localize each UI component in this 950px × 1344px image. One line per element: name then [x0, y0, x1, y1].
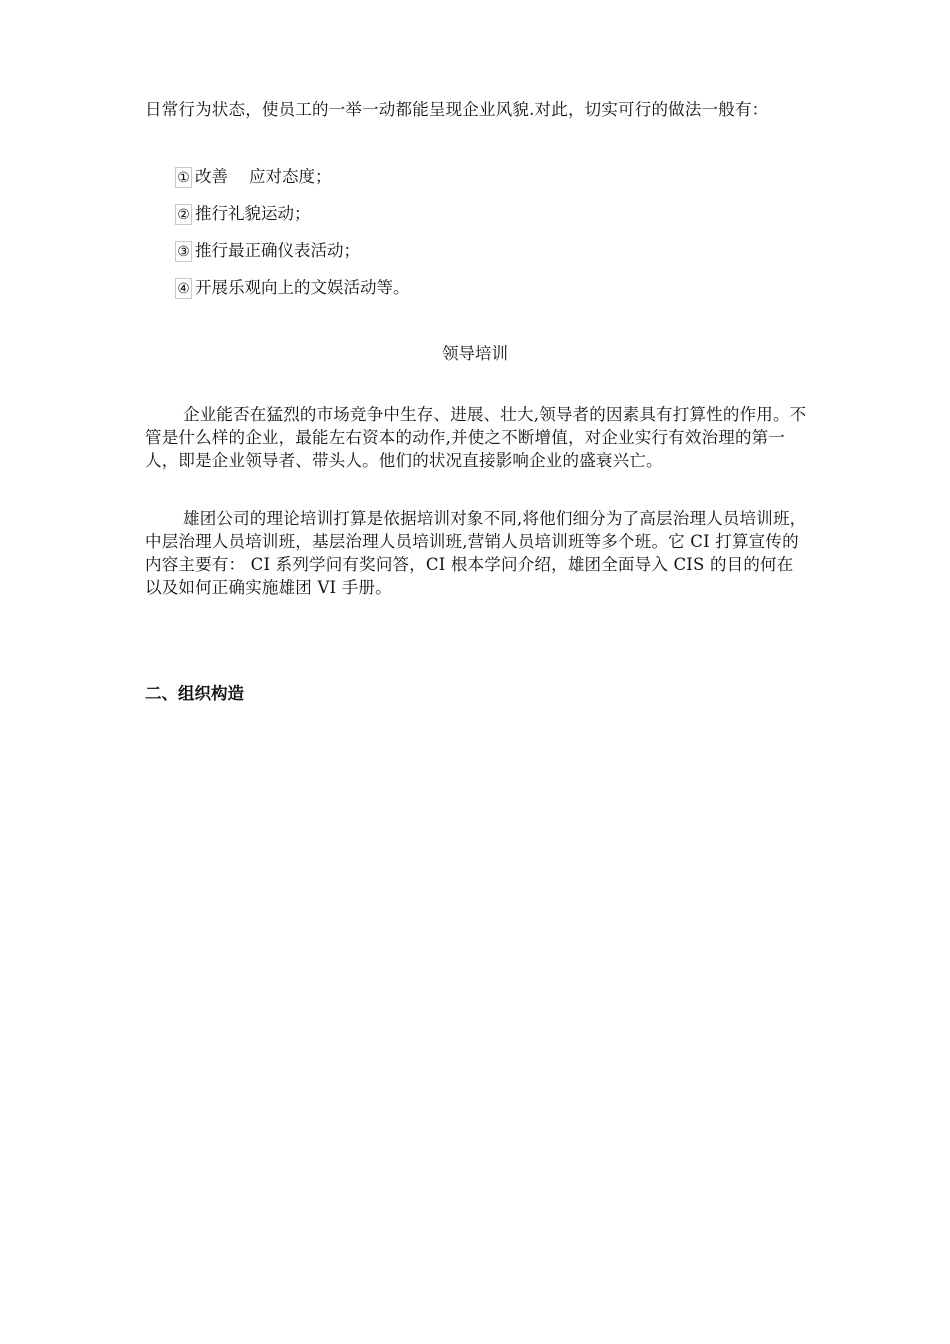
list-item-text: 开展乐观向上的文娱活动等。 — [195, 277, 410, 297]
practice-list — [175, 156, 410, 304]
list-item — [175, 193, 410, 230]
list-marker: ② — [175, 204, 192, 225]
intro-paragraph: 日常行为状态，使员工的一举一动都能呈现企业风貌.对此，切实可行的做法一般有： — [145, 100, 769, 119]
list-item-text: 推行礼貌运动； — [195, 203, 311, 223]
body-paragraph-training-plan: 雄团公司的理论培训打算是依据培训对象不同,将他们细分为了高层治理人员培训班，中层治理人员培训班，基层治理人员培训班,营销人员培训班等多个班。它 CI 打算宣传的内容主要有： CI 系列学问有奖问答，CI 根本学问介绍，雄团全面导入 CIS 的目的何在以及如何正确实施雄团 VI 手册。 — [145, 509, 807, 597]
list-marker: ① — [175, 167, 192, 188]
list-item-text: 改善 应对态度； — [195, 166, 332, 186]
list-marker: ④ — [175, 278, 192, 299]
list-item — [175, 267, 410, 304]
section-title: 领导培训 — [442, 344, 508, 363]
list-item — [175, 230, 410, 267]
body-paragraph-leadership: 企业能否在猛烈的市场竞争中生存、进展、壮大,领导者的因素具有打算性的作用。不管是什么样的企业，最能左右资本的动作,并使之不断增值，对企业实行有效治理的第一人，即是企业领导者、带头人。他们的状况直接影响企业的盛衰兴亡。 — [145, 405, 807, 470]
section-heading: 二、组织构造 — [145, 684, 244, 703]
list-item — [175, 156, 410, 193]
list-marker: ③ — [175, 241, 192, 262]
list-item-text: 推行最正确仪表活动； — [195, 240, 360, 260]
